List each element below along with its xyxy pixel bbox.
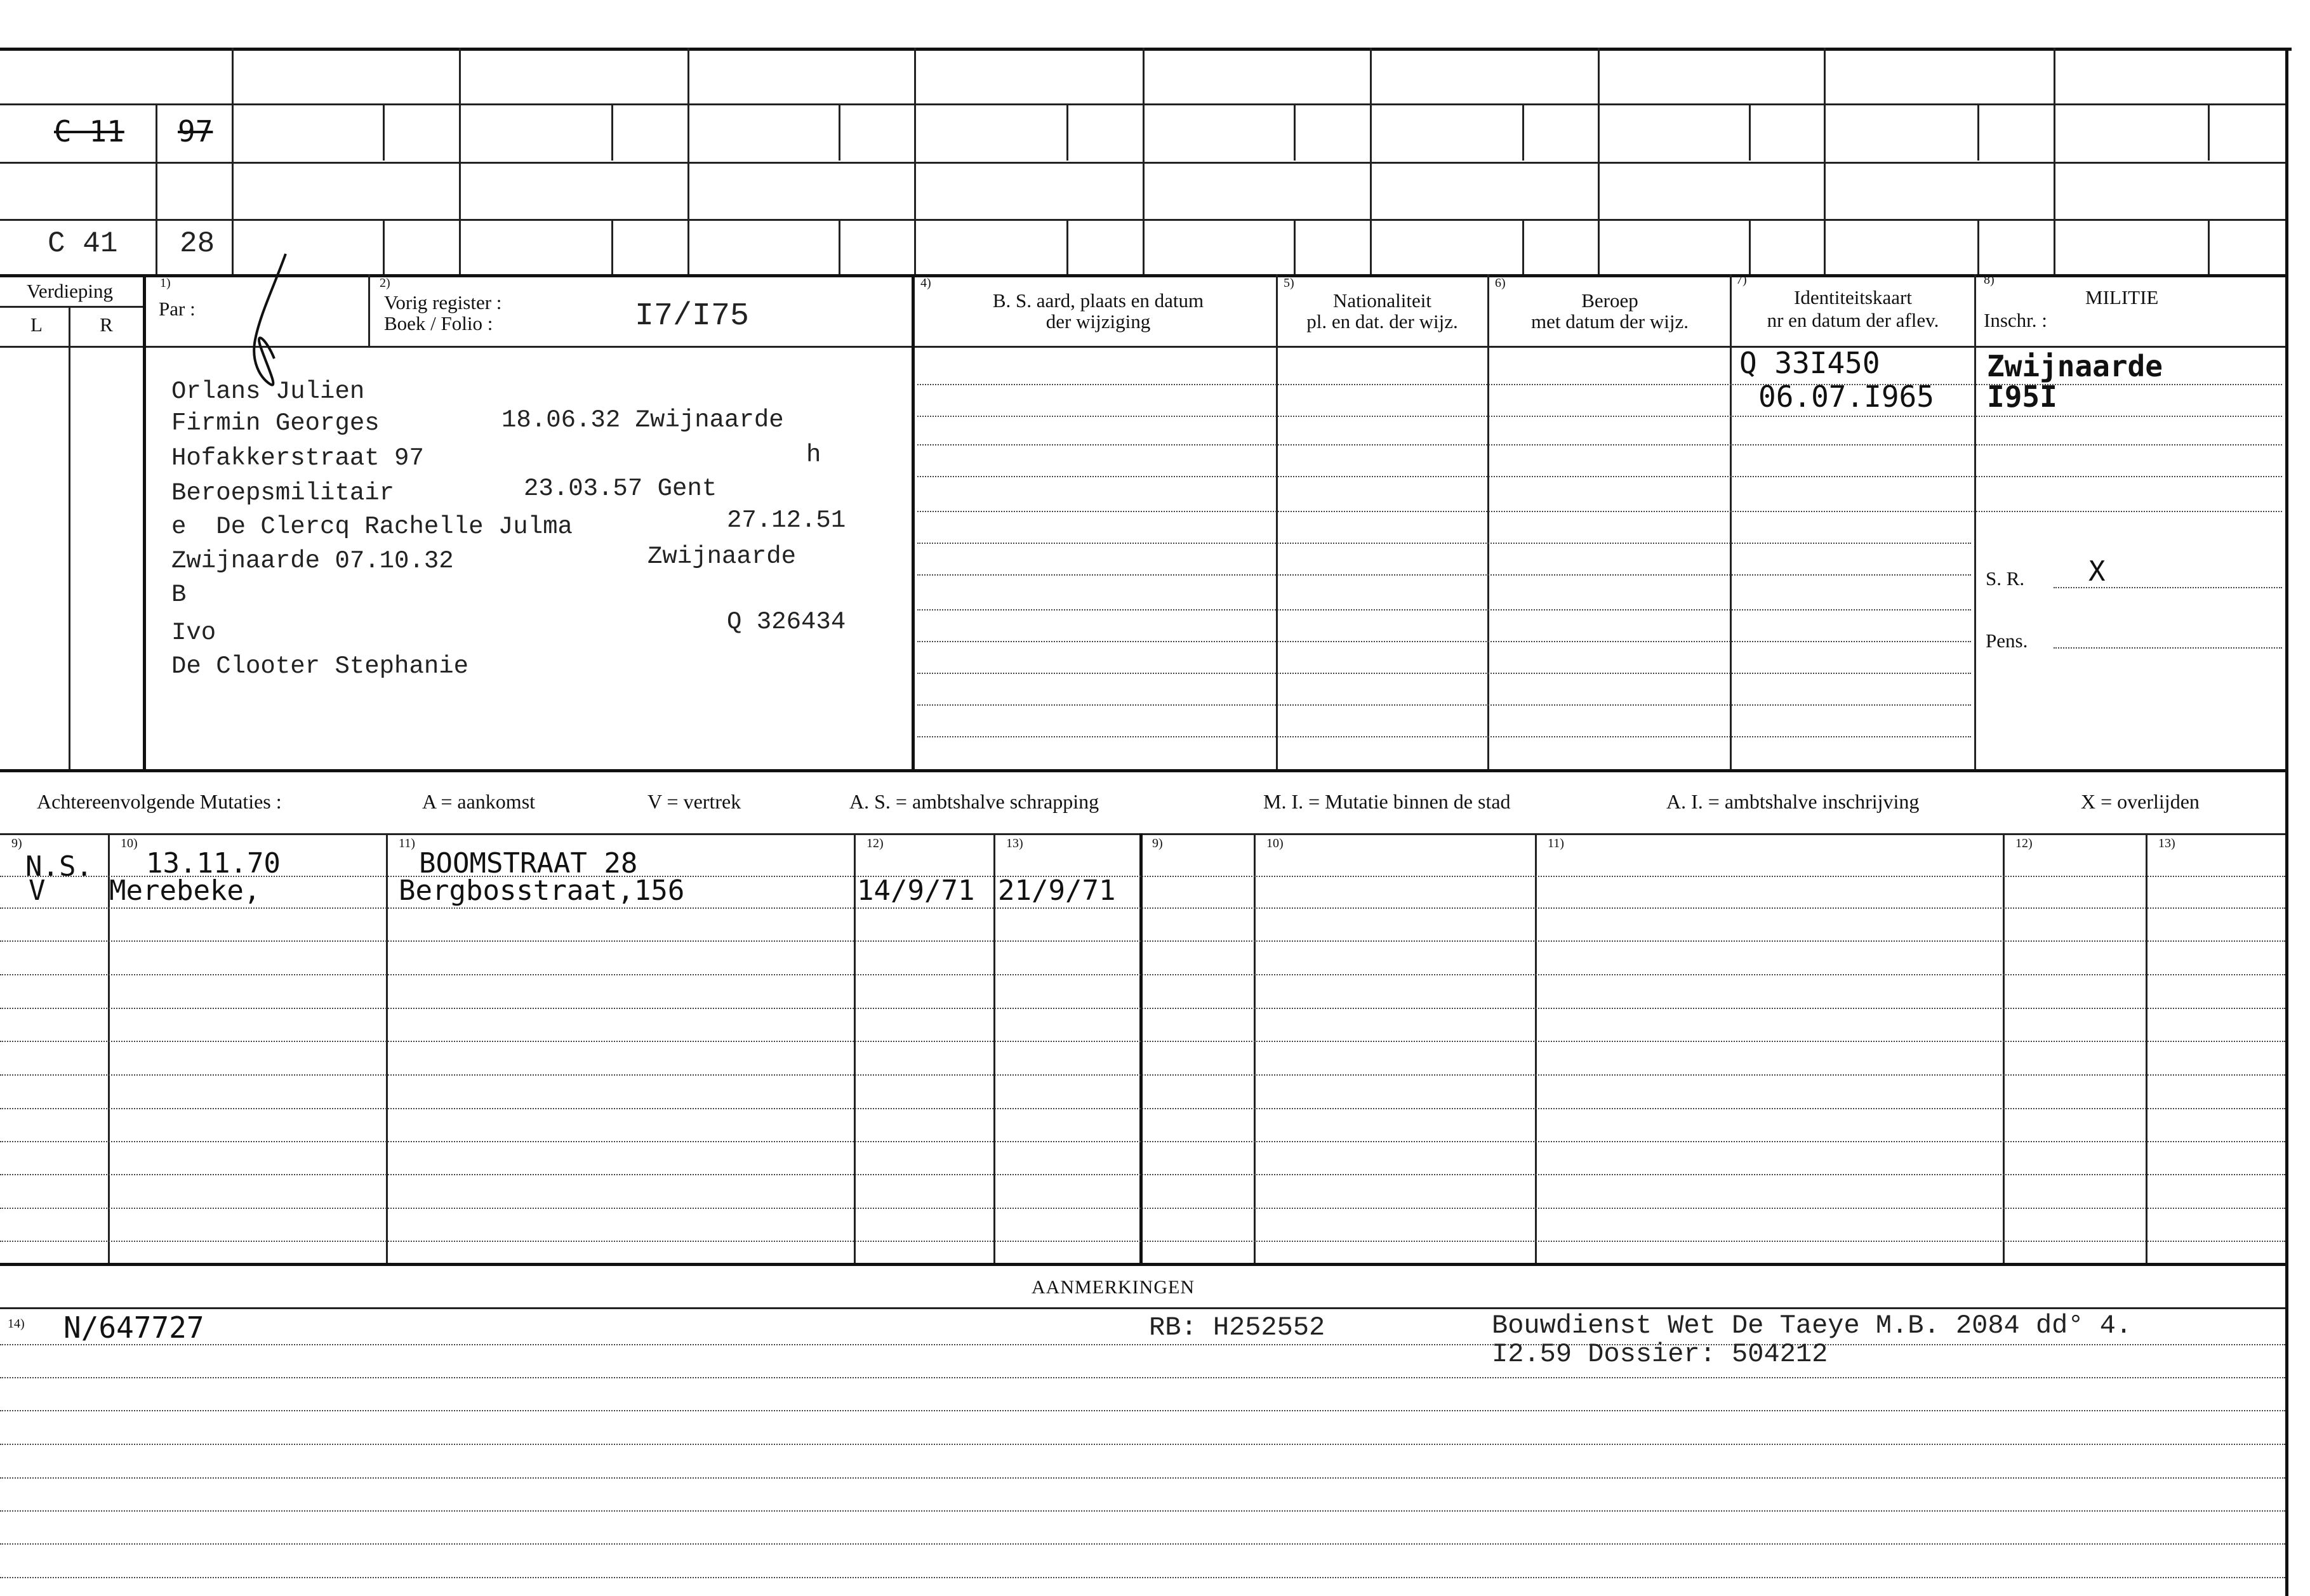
footnote-8: 8) (1984, 273, 1995, 287)
militie-place: Zwijnaarde (1987, 349, 2163, 383)
dotted-line (0, 1008, 2285, 1009)
code-28: 28 (180, 227, 215, 260)
grid-line (993, 833, 995, 1265)
dotted-line (0, 1510, 2285, 1512)
dotted-line (917, 704, 1971, 706)
top-border (0, 48, 2292, 51)
dotted-line (0, 1344, 2285, 1345)
grid-line (1749, 219, 1751, 274)
id-card-number: Q 33I450 (1739, 346, 1880, 380)
dotted-line (917, 384, 2282, 385)
mutation-col-12b: 12) (2015, 836, 2033, 850)
dotted-line (917, 543, 1971, 544)
dotted-line (0, 876, 2285, 877)
code-97: 97 (178, 114, 213, 148)
footnote-5: 5) (1284, 276, 1294, 290)
grid-line (459, 48, 461, 274)
grid-line (839, 103, 840, 161)
person-child-id: Q 326434 (727, 608, 846, 636)
grid-line (1254, 833, 1256, 1265)
remarks-bouwdienst-line1: Bouwdienst Wet De Taeye M.B. 2084 dd° 4. (1492, 1310, 2132, 1341)
remarks-rb: RB: H252552 (1149, 1312, 1325, 1343)
grid-line (1370, 48, 1372, 274)
grid-line (839, 219, 840, 274)
grid-line (143, 274, 146, 769)
person-b: B (171, 581, 187, 609)
right-border (2285, 48, 2288, 1596)
mutation-2-c13: 21/9/71 (998, 874, 1116, 907)
grid-line (1066, 219, 1068, 274)
grid-line (386, 833, 388, 1265)
bs-header-line1: B. S. aard, plaats en datum (992, 289, 1204, 312)
mutation-col-10: 10) (121, 836, 138, 850)
inschr-label: Inschr. : (1984, 309, 2047, 331)
legend-x: X = overlijden (2081, 790, 2200, 813)
grid-line (1522, 103, 1524, 161)
grid-line (1276, 274, 1278, 769)
grid-line (687, 48, 689, 274)
dotted-line (0, 1377, 2285, 1378)
grid-line (232, 48, 234, 274)
mutation-col-13b: 13) (2158, 836, 2175, 850)
code-c41: C 41 (48, 227, 118, 260)
dotted-line (0, 1577, 2285, 1578)
grid-line (0, 306, 143, 308)
footnote-4: 4) (920, 276, 931, 290)
dotted-line (0, 1108, 2285, 1109)
grid-line (2146, 833, 2147, 1265)
grid-line (1598, 48, 1600, 274)
beroep-header-line2: met datum der wijz. (1531, 310, 1689, 333)
person-occupation-date: 23.03.57 Gent (524, 475, 717, 503)
person-mark: h (806, 441, 821, 469)
grid-line (1749, 103, 1751, 161)
grid-line (383, 103, 385, 161)
grid-line (156, 103, 157, 274)
dotted-line (0, 1208, 2285, 1209)
militie-header: MILITIE (2085, 286, 2159, 308)
grid-line (0, 274, 2285, 277)
person-child-mother: De Clooter Stephanie (171, 652, 469, 680)
sr-value: X (2088, 555, 2106, 588)
footnote-7: 7) (1736, 273, 1747, 287)
mutation-1-code: N.S. (25, 850, 93, 883)
grid-line (914, 48, 916, 274)
grid-line (1974, 274, 1976, 769)
mutation-col-13: 13) (1006, 836, 1023, 850)
grid-line (1139, 833, 1143, 1265)
legend-ai: A. I. = ambtshalve inschrijving (1666, 790, 1920, 813)
remarks-title: AANMERKINGEN (1032, 1277, 1195, 1298)
grid-line (1824, 48, 1826, 274)
grid-line (368, 274, 370, 346)
footnote-14: 14) (8, 1317, 25, 1331)
pens-label: Pens. (1986, 630, 2028, 652)
boek-folio-label: Boek / Folio : (384, 312, 493, 334)
legend-v: V = vertrek (647, 790, 741, 813)
dotted-line (0, 1241, 2285, 1242)
beroep-header-line1: Beroep (1581, 289, 1638, 312)
grid-line (1977, 219, 1979, 274)
grid-line (0, 1307, 2285, 1309)
verdieping-header: Verdieping (26, 280, 114, 302)
dotted-line (0, 907, 2285, 909)
grid-line (0, 833, 2285, 835)
dotted-line (917, 574, 1971, 576)
bs-header-line2: der wijziging (1045, 310, 1151, 333)
grid-line (1294, 219, 1296, 274)
person-firstnames: Firmin Georges (171, 409, 380, 437)
grid-line (2054, 48, 2055, 274)
vorig-register-label: Vorig register : (384, 291, 502, 313)
dotted-line (0, 1543, 2285, 1545)
remarks-bouwdienst-line2: I2.59 Dossier: 504212 (1492, 1339, 1828, 1369)
dotted-line (917, 609, 1971, 610)
dotted-line (917, 736, 1971, 737)
nat-header-line1: Nationaliteit (1333, 289, 1431, 312)
pens-line (2054, 647, 2282, 649)
mutation-col-12: 12) (866, 836, 884, 850)
person-address: Hofakkerstraat 97 (171, 444, 424, 472)
mutation-2-address: Bergbosstraat,156 (399, 874, 685, 907)
dotted-line (917, 476, 2282, 477)
grid-line (1535, 833, 1537, 1265)
grid-line (1487, 274, 1489, 769)
id-card-date: 06.07.I965 (1758, 379, 1934, 414)
person-spouse: e De Clercq Rachelle Julma (171, 513, 573, 541)
person-place: Zwijnaarde (647, 543, 797, 570)
legend-a: A = aankomst (422, 790, 536, 813)
boek-folio-value: I7/I75 (635, 298, 750, 334)
grid-line (383, 219, 385, 274)
dotted-line (0, 1174, 2285, 1175)
mutation-col-11b: 11) (1548, 836, 1564, 850)
dotted-line (917, 673, 1971, 674)
person-spouse-date: 27.12.51 (727, 506, 846, 534)
grid-line (611, 103, 613, 161)
mutation-col-9b: 9) (1152, 836, 1163, 850)
person-child: Ivo (171, 619, 216, 647)
grid-line (611, 219, 613, 274)
legend-as: A. S. = ambtshalve schrapping (849, 790, 1099, 813)
dotted-line (917, 416, 2282, 417)
grid-line (912, 274, 915, 769)
grid-line (2208, 219, 2210, 274)
grid-line (0, 769, 2285, 772)
dotted-line (917, 511, 2282, 512)
dotted-line (917, 641, 1971, 642)
legend-title: Achtereenvolgende Mutaties : (37, 790, 282, 813)
mutation-col-9: 9) (11, 836, 22, 850)
dotted-line (0, 1041, 2285, 1042)
grid-line (1294, 103, 1296, 161)
grid-line (1977, 103, 1979, 161)
mutation-col-10b: 10) (1266, 836, 1284, 850)
footnote-6: 6) (1495, 276, 1506, 290)
par-label: Par : (159, 298, 196, 320)
dotted-line (0, 1444, 2285, 1445)
grid-line (1522, 219, 1524, 274)
r-header: R (100, 313, 113, 336)
remarks-ref: N/647727 (63, 1310, 204, 1345)
dotted-line (0, 1074, 2285, 1076)
grid-line (0, 346, 2285, 348)
nat-header-line2: pl. en dat. der wijz. (1306, 310, 1458, 333)
mutation-2-code: V (29, 874, 46, 907)
grid-line (69, 306, 70, 769)
dotted-line (0, 940, 2285, 942)
grid-line (1730, 274, 1732, 769)
grid-line (1066, 103, 1068, 161)
footnote-1: 1) (160, 276, 171, 290)
mutation-2-c12: 14/9/71 (857, 874, 975, 907)
id-header-line1: Identiteitskaart (1794, 286, 1912, 308)
person-spouse-birth: Zwijnaarde 07.10.32 (171, 547, 454, 575)
dotted-line (917, 444, 2282, 445)
person-occupation: Beroepsmilitair (171, 479, 395, 507)
dotted-line (0, 1141, 2285, 1142)
grid-line (0, 1263, 2285, 1266)
id-header-line2: nr en datum der aflev. (1767, 309, 1939, 331)
grid-line (2003, 833, 2005, 1265)
grid-line (1143, 48, 1145, 274)
person-birth: 18.06.32 Zwijnaarde (501, 406, 784, 434)
mutation-col-11: 11) (399, 836, 415, 850)
dotted-line (0, 974, 2285, 975)
code-c11: C 11 (54, 114, 124, 148)
l-header: L (30, 313, 43, 336)
sr-line (2054, 587, 2282, 588)
dotted-line (0, 1410, 2285, 1411)
footnote-2: 2) (380, 276, 390, 290)
militie-year: I95I (1987, 379, 2057, 414)
grid-line (2208, 103, 2210, 161)
grid-line (854, 833, 856, 1265)
dotted-line (0, 1477, 2285, 1479)
mutation-1-address: BOOMSTRAAT 28 (419, 847, 638, 880)
person-name: Orlans Julien (171, 378, 365, 406)
mutation-2-place: Merebeke, (109, 874, 261, 907)
legend-mi: M. I. = Mutatie binnen de stad (1263, 790, 1511, 813)
sr-label: S. R. (1986, 567, 2025, 590)
mutation-1-date: 13.11.70 (146, 847, 281, 880)
